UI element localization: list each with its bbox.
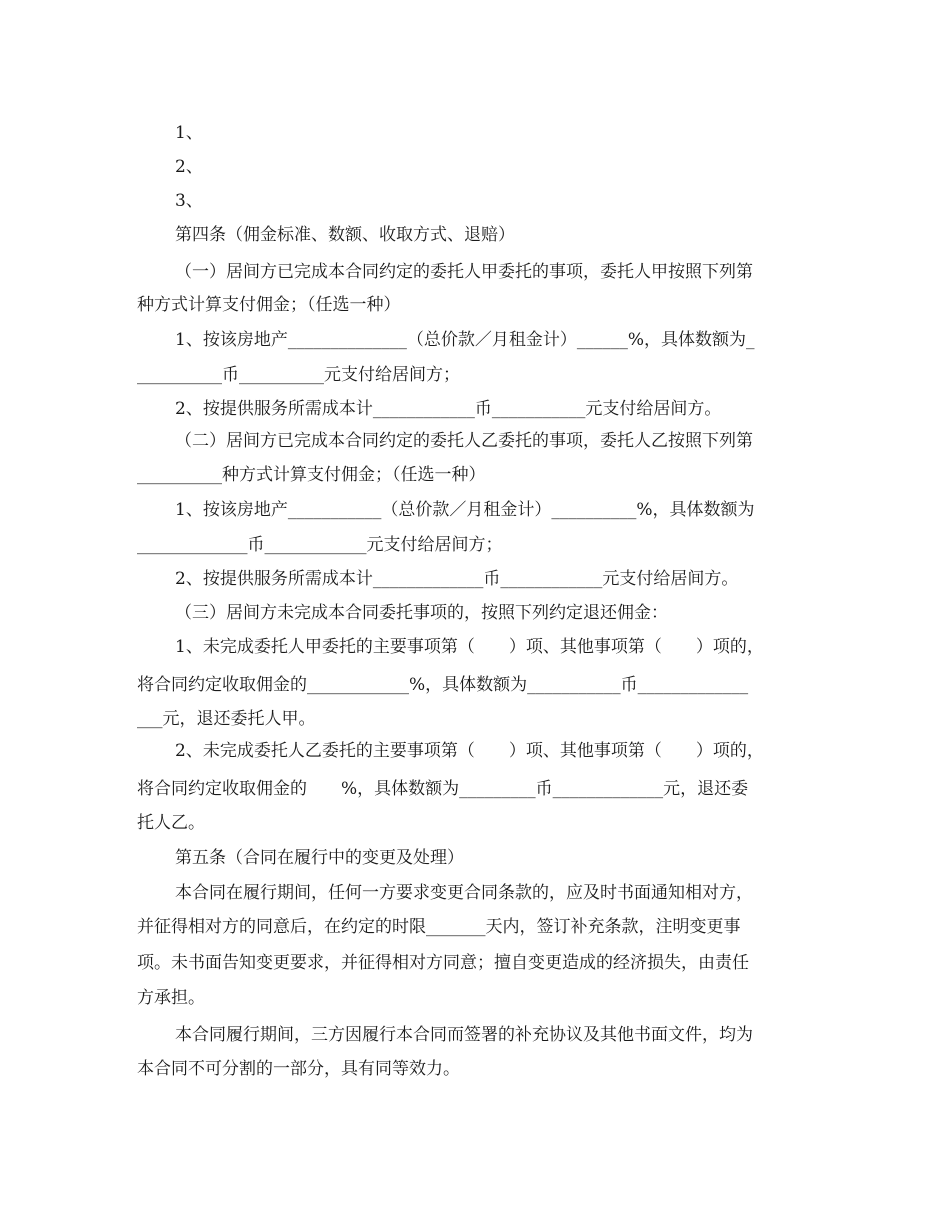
article-5-para-1-line-3: 项。未书面告知变更要求，并征得相对方同意；擅自变更造成的经济损失，由责任: [137, 953, 749, 973]
clause-4-2-item-2: 2、按提供服务所需成本计_____________币____________元支付给居间方。: [175, 569, 739, 589]
article-5-para-1-line-4: 方承担。: [137, 988, 205, 1008]
clause-4-1-item-1-line-1: 1、按该房地产______________（总价款／月租金计）______%，具体数额为_: [175, 330, 755, 350]
clause-4-1-item-2: 2、按提供服务所需成本计____________币___________元支付给居间方。: [175, 399, 722, 419]
clause-4-3-line-1: （三）居间方未完成本合同委托事项的，按照下列约定退还佣金：: [175, 603, 668, 623]
clause-4-1-line-1: （一）居间方已完成本合同约定的委托人甲委托的事项，委托人甲按照下列第: [175, 262, 753, 282]
clause-4-2-item-1-line-2: _____________币____________元支付给居间方；: [137, 535, 503, 555]
clause-4-3-item-2-line-1: 2、未完成委托人乙委托的主要事项第（ ）项、其他事项第（ ）项的，: [175, 741, 764, 761]
clause-4-1-line-2: 种方式计算支付佣金；（任选一种）: [137, 295, 401, 315]
clause-4-3-item-1-line-3: ___元，退还委托人甲。: [137, 709, 316, 729]
article-4-heading: 第四条（佣金标准、数额、收取方式、退赔）: [175, 225, 515, 245]
article-5-para-1-line-1: 本合同在履行期间，任何一方要求变更合同条款的，应及时书面通知相对方，: [175, 883, 753, 903]
clause-4-3-item-2-line-2: 将合同约定收取佣金的 %，具体数额为_________币_____________元，退还委: [137, 779, 749, 799]
article-5-heading: 第五条（合同在履行中的变更及处理）: [175, 848, 464, 868]
clause-4-2-line-1: （二）居间方已完成本合同约定的委托人乙委托的事项，委托人乙按照下列第: [175, 431, 753, 451]
clause-4-2-item-1-line-1: 1、按该房地产___________（总价款／月租金计）__________%，具体数额为: [175, 500, 755, 520]
clause-4-1-item-1-line-2: __________币__________元支付给居间方；: [137, 365, 460, 385]
list-item-3: 3、: [175, 191, 203, 211]
clause-4-2-line-2: __________种方式计算支付佣金；（任选一种）: [137, 465, 486, 485]
article-5-para-2-line-1: 本合同履行期间，三方因履行本合同而签署的补充协议及其他书面文件，均为: [175, 1025, 753, 1045]
list-item-1: 1、: [175, 123, 203, 143]
article-5-para-1-line-2: 并征得相对方的同意后，在约定的时限_______天内，签订补充条款，注明变更事: [137, 917, 741, 937]
clause-4-3-item-2-line-3: 托人乙。: [137, 813, 205, 833]
list-item-2: 2、: [175, 157, 203, 177]
clause-4-3-item-1-line-1: 1、未完成委托人甲委托的主要事项第（ ）项、其他事项第（ ）项的，: [175, 637, 764, 657]
article-5-para-2-line-2: 本合同不可分割的一部分，具有同等效力。: [137, 1059, 460, 1079]
clause-4-3-item-1-line-2: 将合同约定收取佣金的____________%，具体数额为___________币_____________: [137, 675, 749, 695]
